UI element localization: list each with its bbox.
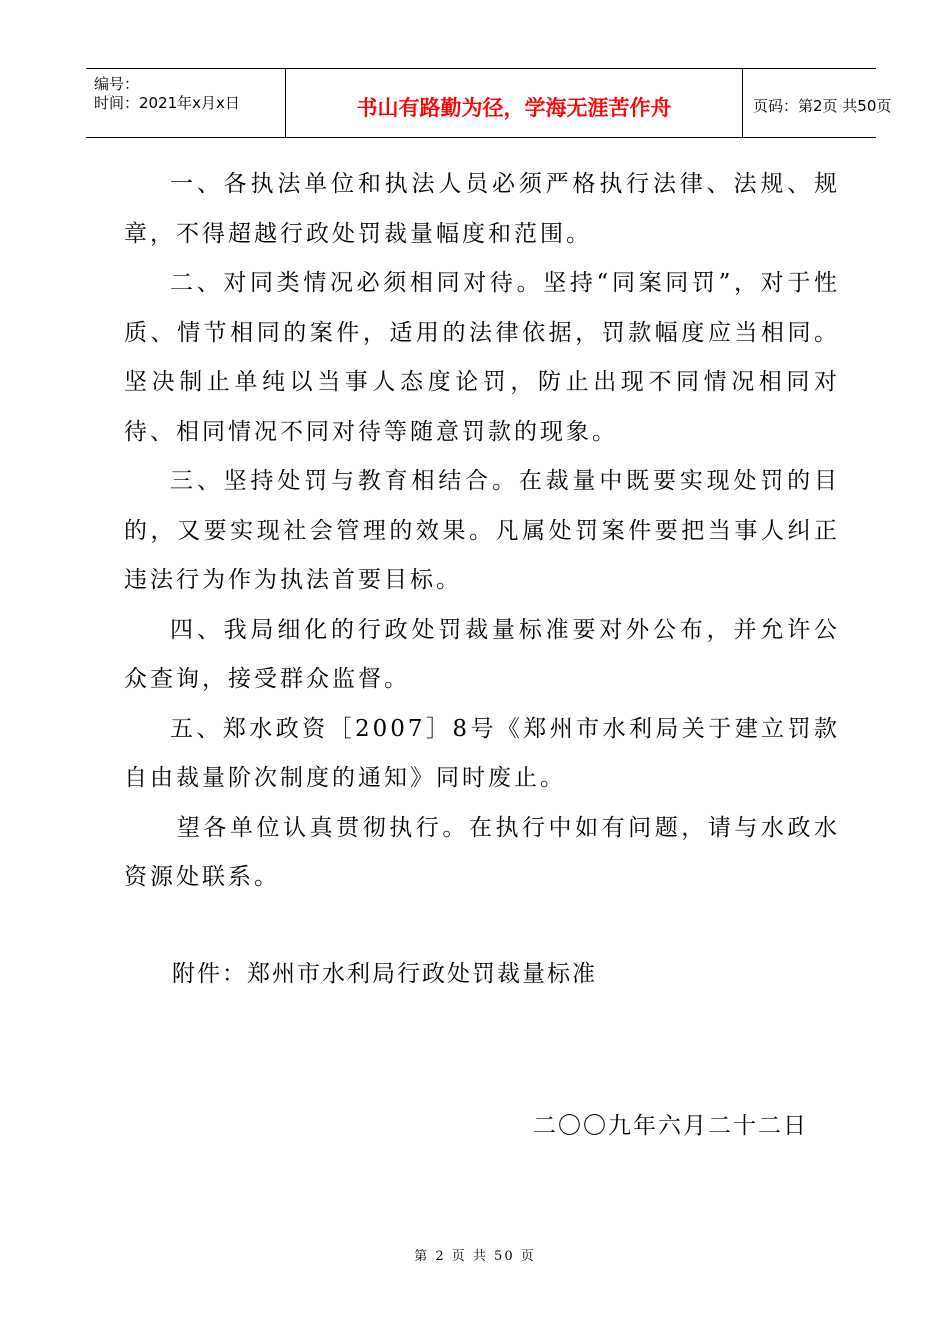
paragraph-1: 一、各执法单位和执法人员必须严格执行法律、法规、规章，不得超越行政处罚裁量幅度和范围。 [124, 171, 840, 247]
header-table [86, 68, 892, 138]
paragraph-5: 五、郑水政资［2007］8号《郑州市水利局关于建立罚款自由裁量阶次制度的通知》同时废止。 [124, 715, 840, 791]
document-time-label: 时间：2021年x月x日 [94, 94, 240, 112]
document-body [124, 160, 840, 903]
paragraph-2: 二、对同类情况必须相同对待。坚持“同案同罚”，对于性质、情节相同的案件，适用的法律依据，罚款幅度应当相同。坚决制止单纯以当事人态度论罚，防止出现不同情况相同对待、相同情况不同对待等随意罚款的现象。 [124, 270, 840, 445]
header-meta-cell [86, 69, 286, 137]
paragraph-3: 三、坚持处罚与教育相结合。在裁量中既要实现处罚的目的，又要实现社会管理的效果。凡属处罚案件要把当事人纠正违法行为作为执法首要目标。 [124, 468, 840, 593]
header-page-info: 页码：第2页 共50页 [753, 97, 892, 115]
closing-paragraph: 望各单位认真贯彻执行。在执行中如有问题，请与水政水资源处联系。 [124, 814, 840, 890]
signature-date: 二〇〇九年六月二十二日 [533, 1113, 808, 1139]
document-number-label: 编号： [94, 75, 140, 93]
page-footer: 第 2 页 共 50 页 [414, 1249, 536, 1264]
header-motto-cell [286, 69, 743, 137]
header-motto: 书山有路勤为径，学海无涯苦作舟 [356, 96, 672, 120]
header-page-cell [743, 69, 892, 137]
attachment-line: 附件：郑州市水利局行政处罚裁量标准 [172, 961, 597, 987]
paragraph-4: 四、我局细化的行政处罚裁量标准要对外公布，并允许公众查询，接受群众监督。 [124, 616, 840, 692]
